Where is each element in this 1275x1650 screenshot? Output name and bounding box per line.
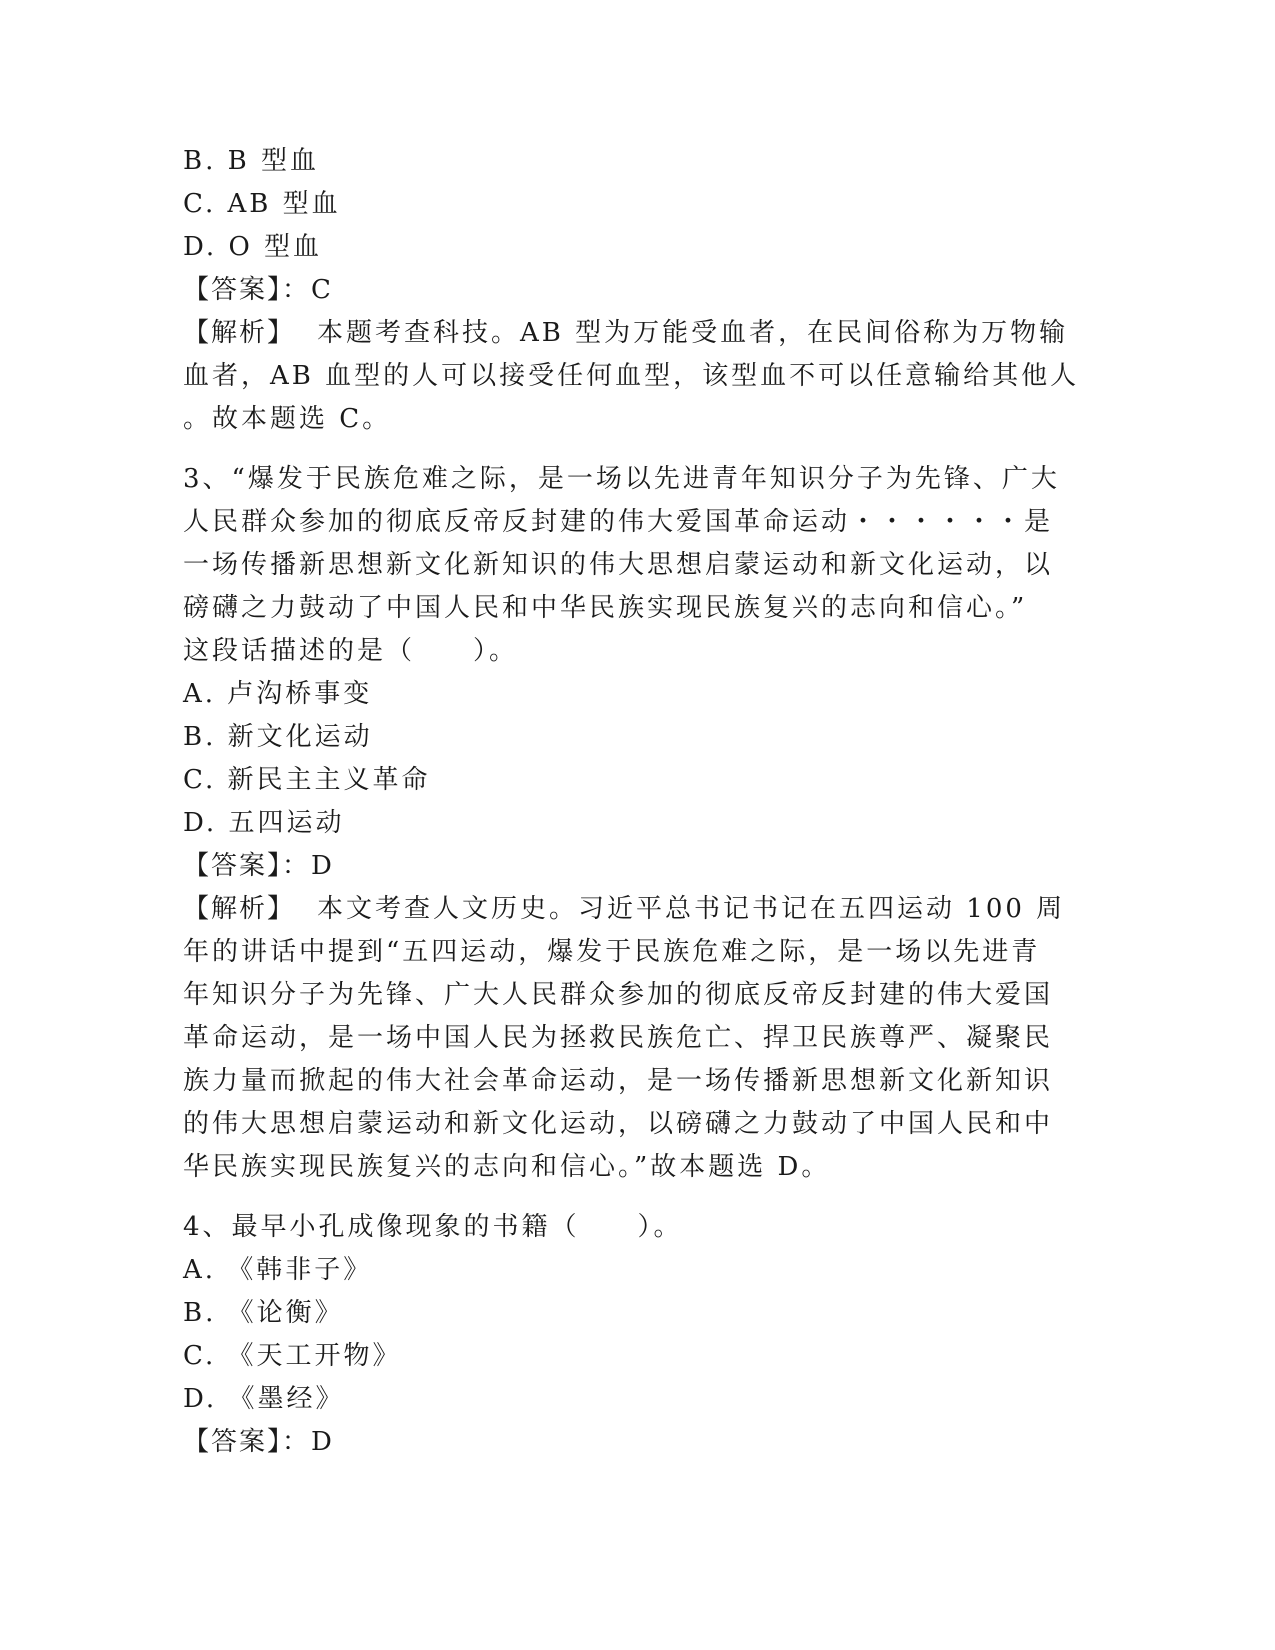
question-stem: 人民群众参加的彻底反帝反封建的伟大爱国革命运动・・・・・・是 xyxy=(183,507,1054,537)
answer-line xyxy=(183,845,1083,888)
analysis-text: 年的讲话中提到“五四运动，爆发于民族危难之际，是一场以先进青 xyxy=(183,937,1041,967)
option-d: D. 《墨经》 xyxy=(183,1384,345,1414)
analysis-text: 的伟大思想启蒙运动和新文化运动，以磅礴之力鼓动了中国人民和中 xyxy=(183,1109,1054,1139)
answer-tag: 【答案】 xyxy=(183,275,283,305)
answer-tag: 【答案】 xyxy=(183,1427,283,1457)
option-a: A. 《韩非子》 xyxy=(183,1255,373,1285)
option-d: D. O 型血 xyxy=(183,232,323,262)
question-stem: 这段话描述的是（ ）。 xyxy=(183,636,519,666)
analysis-text: 革命运动，是一场中国人民为拯救民族危亡、捍卫民族尊严、凝聚民 xyxy=(183,1023,1054,1053)
analysis-text: 血者，AB 血型的人可以接受任何血型，该型血不可以任意输给其他人 xyxy=(183,361,1080,391)
answer-value: ：C xyxy=(282,275,334,305)
option-c: C. 《天工开物》 xyxy=(183,1341,402,1371)
option-b: B. 《论衡》 xyxy=(183,1298,344,1328)
analysis-tag: 【解析】 xyxy=(183,894,296,924)
analysis-text: 华民族实现民族复兴的志向和信心。”故本题选 D。 xyxy=(183,1152,831,1182)
analysis-line xyxy=(183,312,1083,355)
option-a: A. 卢沟桥事变 xyxy=(183,679,373,709)
answer-value: ：D xyxy=(282,1427,335,1457)
document-page xyxy=(183,140,1083,1464)
option-b: B. 新文化运动 xyxy=(183,722,373,752)
analysis-text: 。故本题选 C。 xyxy=(183,404,392,434)
answer-tag: 【答案】 xyxy=(183,851,283,881)
question-3 xyxy=(183,458,1083,1189)
option-c: C. AB 型血 xyxy=(183,189,341,219)
question-stem: 4、最早小孔成像现象的书籍（ ）。 xyxy=(183,1212,683,1242)
analysis-tag: 【解析】 xyxy=(183,318,296,348)
question-stem: 一场传播新思想新文化新知识的伟大思想启蒙运动和新文化运动，以 xyxy=(183,550,1054,580)
answer-line xyxy=(183,1421,1083,1464)
answer-value: ：D xyxy=(282,851,335,881)
analysis-text: 年知识分子为先锋、广大人民群众参加的彻底反帝反封建的伟大爱国 xyxy=(183,980,1054,1010)
answer-line xyxy=(183,269,1083,312)
analysis-line xyxy=(183,888,1083,931)
option-b: B. B 型血 xyxy=(183,146,320,176)
analysis-text: 本题考查科技。AB 型为万能受血者，在民间俗称为万物输 xyxy=(317,318,1069,348)
analysis-text: 本文考查人文历史。习近平总书记书记在五四运动 100 周 xyxy=(317,894,1066,924)
option-c: C. 新民主主义革命 xyxy=(183,765,431,795)
option-d: D. 五四运动 xyxy=(183,808,345,838)
question-2 xyxy=(183,140,1083,441)
question-4 xyxy=(183,1206,1083,1464)
question-stem: 磅礴之力鼓动了中国人民和中华民族实现民族复兴的志向和信心。” xyxy=(183,593,1028,623)
question-stem: 3、“爆发于民族危难之际，是一场以先进青年知识分子为先锋、广大 xyxy=(183,464,1060,494)
analysis-text: 族力量而掀起的伟大社会革命运动，是一场传播新思想新文化新知识 xyxy=(183,1066,1054,1096)
